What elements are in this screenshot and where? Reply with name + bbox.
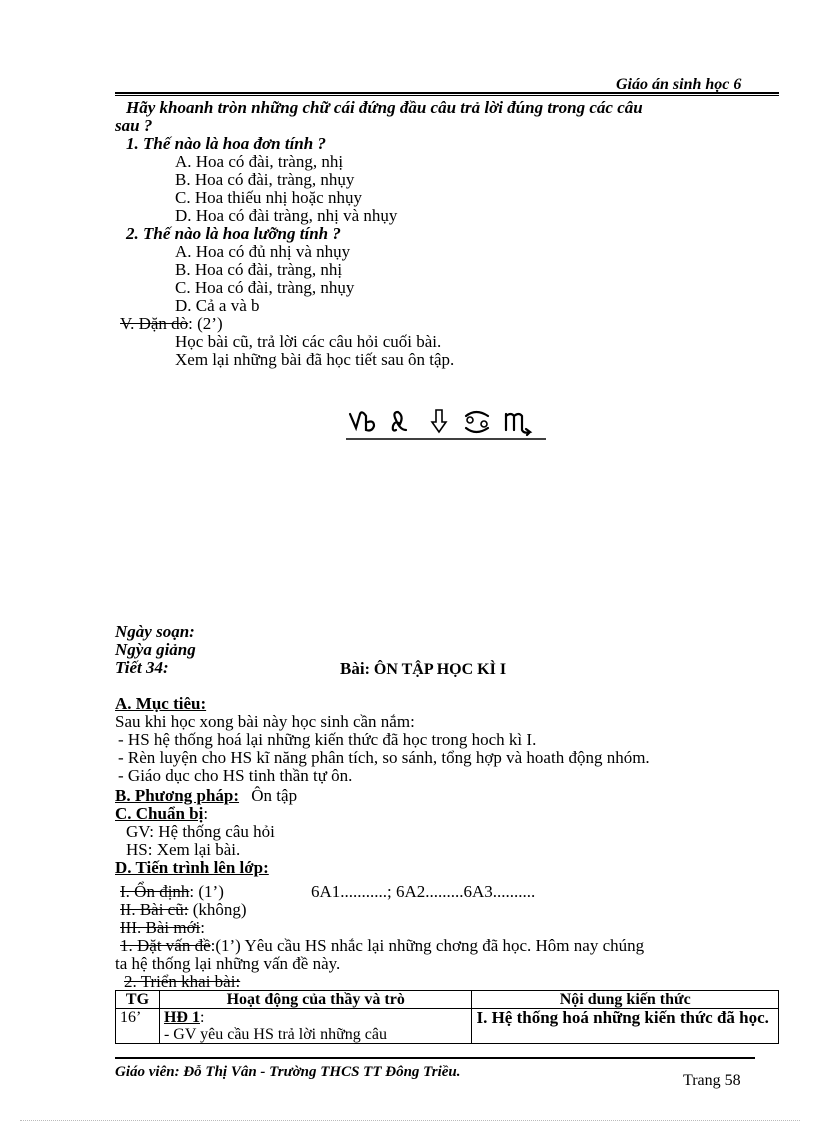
hd-label: HĐ 1 [163, 1009, 200, 1026]
dat-van-de-label: 1. Đặt vấn đề [120, 936, 211, 955]
section-a-item: - HS hệ thống hoá lại những kiến thức đã học trong hoch kì I. [118, 730, 537, 749]
section-c-item: GV: Hệ thống câu hỏi [126, 822, 275, 841]
section-c-heading: C. Chuẩn bị [115, 804, 204, 823]
quiz-instruction-cont: sau ? [115, 116, 153, 135]
section-b-heading: B. Phương pháp: [115, 786, 240, 805]
question-1: 1. Thế nào là hoa đơn tính ? [126, 134, 326, 153]
question-1-option: D. Hoa có đài tràng, nhị và nhụy [175, 206, 398, 225]
section-d-heading: D. Tiến trình lên lớp: [115, 858, 269, 877]
homework-heading-row [120, 315, 223, 333]
bai-moi-colon: : [200, 918, 206, 937]
homework-line: Học bài cũ, trả lời các câu hỏi cuối bài. [175, 332, 442, 351]
header-rule [115, 92, 779, 94]
homework-time: : (2’) [188, 314, 223, 333]
header-rule-thin [115, 95, 779, 96]
bai-cu-label: II. Bài cũ: [120, 900, 189, 919]
section-b-text: Ôn tập [251, 786, 298, 805]
table-header-content: Nội dung kiến thức [472, 991, 779, 1009]
question-2: 2. Thế nào là hoa lưỡng tính ? [126, 224, 341, 243]
dat-van-de-text: :(1’) Yêu cầu HS nhắc lại những chơng đã học. Hôm nay chúng [210, 936, 645, 955]
hd-text: - GV yêu cầu HS trả lời những câu [163, 1026, 387, 1043]
on-dinh-row [120, 883, 224, 901]
ngay-soan: Ngày soạn: [115, 622, 195, 641]
dat-van-de-cont: ta hệ thống lại những vấn đề này. [115, 954, 341, 973]
footer-page-number: Trang 58 [683, 1072, 741, 1089]
question-2-option: D. Cả a và b [175, 296, 260, 315]
section-a-intro: Sau khi học xong bài này học sinh cần nắm: [115, 712, 415, 731]
table-header-activity: Hoạt động của thầy và trò [159, 991, 471, 1009]
dat-van-de-row [120, 937, 644, 955]
section-b-row [115, 787, 297, 805]
table-row [116, 1009, 779, 1044]
tiet-number: Tiết 34: [115, 658, 169, 677]
lesson-title-row [340, 659, 506, 680]
question-2-option: C. Hoa có đài, tràng, nhụy [175, 278, 355, 297]
question-1-option: C. Hoa thiếu nhị hoặc nhụy [175, 188, 362, 207]
quiz-instruction: Hãy khoanh tròn những chữ cái đứng đầu câu trả lời đúng trong các câu [126, 98, 643, 117]
header-title: Giáo án sinh học 6 [616, 76, 742, 93]
bai-moi-row [120, 919, 205, 937]
hd-colon: : [199, 1009, 205, 1026]
lesson-plan-table [115, 990, 779, 1044]
question-2-option: A. Hoa có đủ nhị và nhụy [175, 242, 351, 261]
section-c-colon: : [203, 804, 209, 823]
question-2-option: B. Hoa có đài, tràng, nhị [175, 260, 343, 279]
on-dinh-time: : (1’) [189, 882, 224, 901]
footer-rule [115, 1057, 755, 1059]
lesson-bai-label: Bài [340, 659, 365, 678]
homework-line: Xem lại những bài đã học tiết sau ôn tập. [175, 350, 455, 369]
table-header-tg: TG [116, 991, 160, 1009]
footer-teacher: Giáo viên: Đỗ Thị Vân - Trường THCS TT Đông Triều. [115, 1064, 461, 1080]
section-a-item: - Rèn luyện cho HS kĩ năng phân tích, so sánh, tổng hợp và hoath động nhóm. [118, 748, 650, 767]
zodiac-ornament-icon [346, 402, 546, 444]
bai-moi-label: III. Bài mới [120, 918, 201, 937]
section-c-row [115, 805, 208, 823]
section-c-item: HS: Xem lại bài. [126, 840, 241, 859]
trien-khai: 2. Triển khai bài: [124, 972, 241, 991]
on-dinh-label: I. Ổn định [120, 882, 190, 901]
class-list: 6A1...........; 6A2.........6A3.......... [311, 882, 536, 901]
table-cell-tg: 16’ [116, 1009, 160, 1044]
homework-heading: V. Dặn dò [120, 314, 189, 333]
bai-cu-row [120, 901, 247, 919]
section-a-heading: A. Mục tiêu: [115, 694, 207, 713]
page-edge-divider [20, 1120, 800, 1121]
lesson-title: : ÔN TẬP HỌC KÌ I [364, 661, 507, 678]
section-a-item: - Giáo dục cho HS tinh thần tự ôn. [118, 766, 353, 785]
ngay-giang: Ngỳa giảng [115, 640, 196, 659]
question-1-option: B. Hoa có đài, tràng, nhụy [175, 170, 355, 189]
table-cell-activity [159, 1009, 471, 1044]
question-1-option: A. Hoa có đài, tràng, nhị [175, 152, 344, 171]
table-header-row [116, 991, 779, 1009]
bai-cu-text: (không) [192, 900, 247, 919]
table-cell-content: I. Hệ thống hoá những kiến thức đã học. [472, 1009, 779, 1044]
